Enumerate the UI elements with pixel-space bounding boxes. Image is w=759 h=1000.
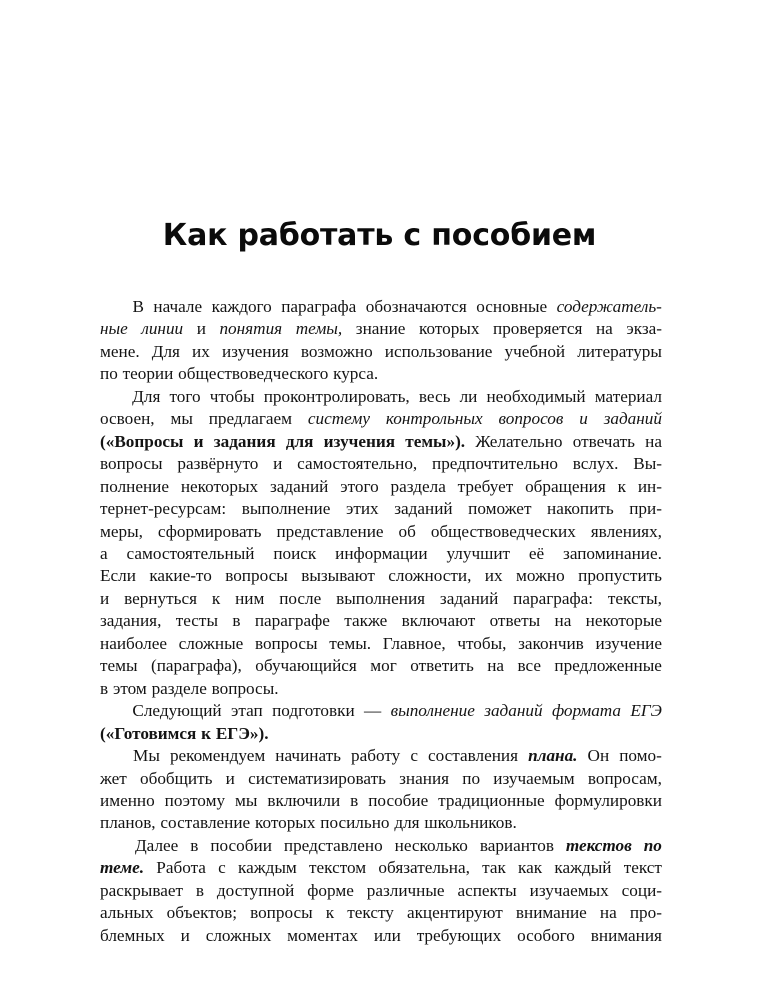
word: знание — [355, 319, 406, 339]
word: поиск — [273, 543, 317, 563]
word: использование — [384, 341, 493, 361]
word: включают — [401, 611, 476, 631]
word: чтобы — [209, 386, 255, 406]
body-text — [100, 296, 662, 947]
word: ин- — [637, 476, 662, 496]
text-line — [100, 476, 662, 498]
word: сложные — [178, 633, 244, 653]
word: блемных — [100, 925, 165, 945]
word: знания — [399, 768, 450, 788]
word: каждый — [554, 858, 612, 878]
word: так — [482, 858, 506, 878]
word: Следующий — [132, 701, 222, 721]
word: улучшит — [446, 543, 511, 563]
word: заданий — [394, 499, 453, 519]
word: работу — [351, 746, 401, 766]
word: начале — [153, 297, 203, 316]
word: изучения — [323, 431, 396, 451]
text-line — [100, 453, 662, 475]
word: все — [517, 656, 541, 676]
text-line — [100, 296, 662, 318]
word: меры, — [100, 521, 143, 541]
text-line — [100, 386, 662, 408]
text-line — [100, 318, 662, 340]
word: на — [554, 611, 572, 631]
word: ные — [100, 319, 128, 339]
word: доступной — [216, 880, 295, 900]
word: предлагаем — [208, 409, 293, 429]
word: параграфа: — [513, 588, 594, 608]
word: чтобы, — [457, 633, 507, 653]
word: предпочтительно — [432, 454, 558, 474]
word: задания, — [100, 611, 162, 631]
word: раздела — [390, 476, 446, 496]
word: формулировки — [554, 790, 662, 810]
word: контрольных — [385, 409, 483, 429]
word: ли — [459, 386, 478, 406]
word: по — [462, 768, 481, 788]
word: поможет — [468, 499, 532, 519]
word: вопросам, — [587, 768, 662, 788]
word: обществоведческого — [178, 364, 329, 384]
word: её — [528, 543, 545, 563]
word: планов, — [100, 813, 156, 833]
word: про- — [629, 903, 662, 923]
word: тексты, — [607, 588, 662, 608]
word: по — [100, 364, 118, 384]
word: тернет-ресурсам: — [100, 499, 227, 519]
word: требует — [457, 476, 514, 496]
word: которых — [418, 319, 480, 339]
word: при- — [629, 499, 662, 519]
word: мы — [170, 409, 193, 429]
word: школьников. — [424, 813, 517, 833]
word: экза- — [626, 319, 662, 339]
word: некоторые — [585, 611, 662, 631]
word: заданий — [269, 476, 329, 496]
word: на — [487, 656, 505, 676]
word: текстов — [565, 835, 632, 855]
word: несколько — [394, 835, 468, 855]
word: мы — [234, 790, 258, 810]
word: сложных — [205, 925, 272, 945]
word: Вы- — [633, 454, 662, 474]
word: посильно — [320, 813, 390, 833]
word: тексту — [347, 903, 394, 923]
word: вопросы — [100, 454, 163, 474]
word: в — [195, 880, 205, 900]
word: мог — [370, 656, 397, 676]
word: теории — [122, 364, 174, 384]
word: вопросы. — [211, 678, 279, 698]
word: внимание — [515, 903, 587, 923]
word: именно — [100, 790, 155, 810]
text-line — [100, 565, 662, 587]
word: также — [344, 611, 388, 631]
word: после — [279, 588, 322, 608]
word: явлениях, — [590, 521, 662, 541]
word: Работа — [156, 858, 206, 878]
word: соци- — [621, 880, 662, 900]
word: вариантов — [479, 835, 554, 855]
word: линии — [141, 319, 184, 339]
word: запоминание. — [563, 543, 662, 563]
text-line — [100, 790, 662, 812]
word: Если — [100, 566, 136, 586]
word: какие-то — [149, 566, 212, 586]
word: систему — [307, 409, 370, 429]
word: как — [518, 858, 543, 878]
word: вернуться — [124, 588, 197, 608]
word: аспекты — [457, 880, 517, 900]
word: Главное, — [382, 633, 446, 653]
word: изучение — [595, 633, 662, 653]
text-line — [100, 925, 662, 947]
word: темы, — [295, 319, 343, 339]
word: к — [201, 723, 212, 743]
word: освоен, — [100, 409, 155, 429]
word: изучения — [221, 341, 289, 361]
word: сформировать — [157, 521, 262, 541]
word: альных — [100, 903, 154, 923]
word: внимания — [590, 925, 662, 945]
word: заданий — [603, 409, 662, 429]
word: пропустить — [578, 566, 662, 586]
word: выполнение — [390, 701, 475, 721]
word: рекомендуем — [169, 746, 266, 766]
word: содержатель- — [556, 297, 662, 316]
word: темы»). — [405, 431, 466, 451]
word: и — [196, 319, 206, 339]
word: и — [273, 454, 283, 474]
word: на — [645, 431, 662, 451]
word: обучающийся — [255, 656, 357, 676]
word: текст — [623, 858, 662, 878]
word: обобщить — [140, 768, 213, 788]
word: необходимый — [486, 386, 586, 406]
word: закончив — [518, 633, 584, 653]
word: этих — [345, 499, 379, 519]
text-line — [100, 812, 662, 834]
text-line — [100, 880, 662, 902]
word: в — [350, 790, 359, 810]
word: темы — [100, 656, 138, 676]
word: Желательно — [475, 431, 563, 451]
word: включили — [267, 790, 341, 810]
word: начинать — [275, 746, 341, 766]
word: литературы — [577, 341, 662, 361]
word: заданий — [439, 588, 499, 608]
text-line — [100, 633, 662, 655]
word: пособие — [368, 790, 429, 810]
word: объектов; — [166, 903, 237, 923]
word: ответить — [410, 656, 474, 676]
word: теме. — [100, 858, 145, 878]
text-line — [100, 768, 662, 790]
word: некоторых — [180, 476, 259, 496]
text-line — [100, 431, 662, 453]
word: Далее — [134, 835, 179, 855]
word: пособии — [210, 835, 272, 855]
word: параграфа — [281, 297, 357, 316]
word: представлено — [283, 835, 383, 855]
word: традиционные — [438, 790, 545, 810]
word: того — [169, 386, 201, 406]
word: Он — [587, 746, 610, 766]
text-line — [100, 521, 662, 543]
paragraph — [100, 745, 662, 835]
word: и — [193, 431, 204, 451]
word: тесты — [175, 611, 218, 631]
word: понятия — [219, 319, 283, 339]
text-line — [100, 745, 662, 767]
word: с — [218, 858, 226, 878]
word: к — [617, 476, 626, 496]
word: представление — [276, 521, 384, 541]
word: («Готовимся — [100, 723, 197, 743]
word: а — [100, 543, 108, 563]
text-line — [100, 498, 662, 520]
word: выполнения — [336, 588, 426, 608]
word: форме — [307, 880, 354, 900]
word: мене. — [100, 341, 140, 361]
word: этап — [231, 701, 263, 721]
word: учебной — [504, 341, 566, 361]
word: формата — [551, 701, 622, 721]
text-line — [100, 902, 662, 924]
text-line — [100, 835, 662, 857]
word: для — [285, 431, 314, 451]
word: или — [373, 925, 401, 945]
word: на — [595, 319, 613, 339]
word: на — [599, 903, 617, 923]
word: развёрнуто — [177, 454, 259, 474]
word: ним — [235, 588, 265, 608]
word: особого — [517, 925, 575, 945]
word: каждого — [211, 297, 272, 316]
word: обозначаются — [365, 297, 467, 316]
word: для — [394, 813, 420, 833]
word: подготовки — [272, 701, 355, 721]
text-line — [100, 588, 662, 610]
word: с — [410, 746, 418, 766]
word: акцентируют — [406, 903, 503, 923]
word: вызывают — [301, 566, 375, 586]
word: можно — [516, 566, 565, 586]
word: («Вопросы — [100, 431, 184, 451]
word: помо- — [619, 746, 662, 766]
word: и — [180, 925, 190, 945]
word: вслух. — [572, 454, 619, 474]
word: требующих — [416, 925, 502, 945]
word: их — [484, 566, 503, 586]
word: Мы — [133, 746, 160, 766]
word: этого — [340, 476, 379, 496]
word: отвечать — [572, 431, 635, 451]
word: изучаемым — [493, 768, 575, 788]
text-line — [100, 857, 662, 879]
word: вопросов — [498, 409, 564, 429]
word: темы. — [329, 633, 372, 653]
word: в — [190, 835, 199, 855]
word: и — [100, 588, 110, 608]
word: которых — [254, 813, 316, 833]
word: задания — [213, 431, 276, 451]
word: Для — [151, 341, 180, 361]
word: поэтому — [164, 790, 226, 810]
word: ЕГЭ — [630, 701, 662, 721]
word: составления — [428, 746, 519, 766]
paragraph — [100, 835, 662, 947]
word: обращения — [525, 476, 606, 496]
word: к — [325, 903, 335, 923]
text-line — [100, 655, 662, 677]
word: вопросы — [225, 566, 288, 586]
word: по — [643, 835, 662, 855]
word: каждым — [238, 858, 297, 878]
word: разделе — [151, 678, 207, 698]
paragraph — [100, 700, 662, 745]
word: ответы — [489, 611, 541, 631]
text-line — [100, 610, 662, 632]
word: параграфе — [254, 611, 330, 631]
word: изучаемых — [529, 880, 609, 900]
text-line — [100, 363, 662, 385]
page-title: Как работать с пособием — [162, 218, 597, 254]
word: об — [398, 521, 416, 541]
word: различные — [366, 880, 445, 900]
word: самостоятельный — [126, 543, 255, 563]
word: проверяется — [493, 319, 583, 339]
text-line — [100, 678, 662, 700]
word: — — [364, 701, 382, 721]
word: заданий — [484, 701, 543, 721]
word: предложенные — [554, 656, 662, 676]
word: возможно — [300, 341, 373, 361]
text-line — [100, 723, 662, 745]
word: в — [232, 611, 241, 631]
word: вопросы — [254, 633, 318, 653]
word: полнение — [100, 476, 169, 496]
text-line — [100, 408, 662, 430]
word: информации — [335, 543, 428, 563]
text-line — [100, 543, 662, 565]
word: (параграфа), — [151, 656, 242, 676]
word: ЕГЭ»). — [215, 723, 269, 743]
word: и — [579, 409, 588, 429]
word: выполнение — [241, 499, 331, 519]
word: накопить — [547, 499, 614, 519]
word: обязательна, — [378, 858, 470, 878]
word: материал — [594, 386, 662, 406]
word: проконтролировать, — [263, 386, 410, 406]
word: сложности, — [388, 566, 472, 586]
word: жет — [100, 768, 127, 788]
word: их — [192, 341, 210, 361]
word: Для — [132, 386, 161, 406]
paragraph — [100, 296, 662, 386]
word: и — [225, 768, 235, 788]
word: в — [100, 678, 109, 698]
word: вопросы — [250, 903, 313, 923]
word: к — [211, 588, 221, 608]
word: составление — [160, 813, 251, 833]
word: текстом — [309, 858, 367, 878]
word: систематизировать — [248, 768, 386, 788]
word: обществоведческих — [430, 521, 576, 541]
word: наиболее — [100, 633, 167, 653]
word: плана. — [528, 746, 578, 766]
word: самостоятельно, — [297, 454, 418, 474]
word: курса. — [333, 364, 379, 384]
word: раскрывает — [100, 880, 184, 900]
word: моментах — [287, 925, 358, 945]
text-line — [100, 341, 662, 363]
word: весь — [418, 386, 451, 406]
text-line — [100, 700, 662, 722]
word: основные — [476, 297, 548, 316]
word: этом — [112, 678, 147, 698]
word: В — [132, 297, 144, 316]
paragraph — [100, 386, 662, 700]
